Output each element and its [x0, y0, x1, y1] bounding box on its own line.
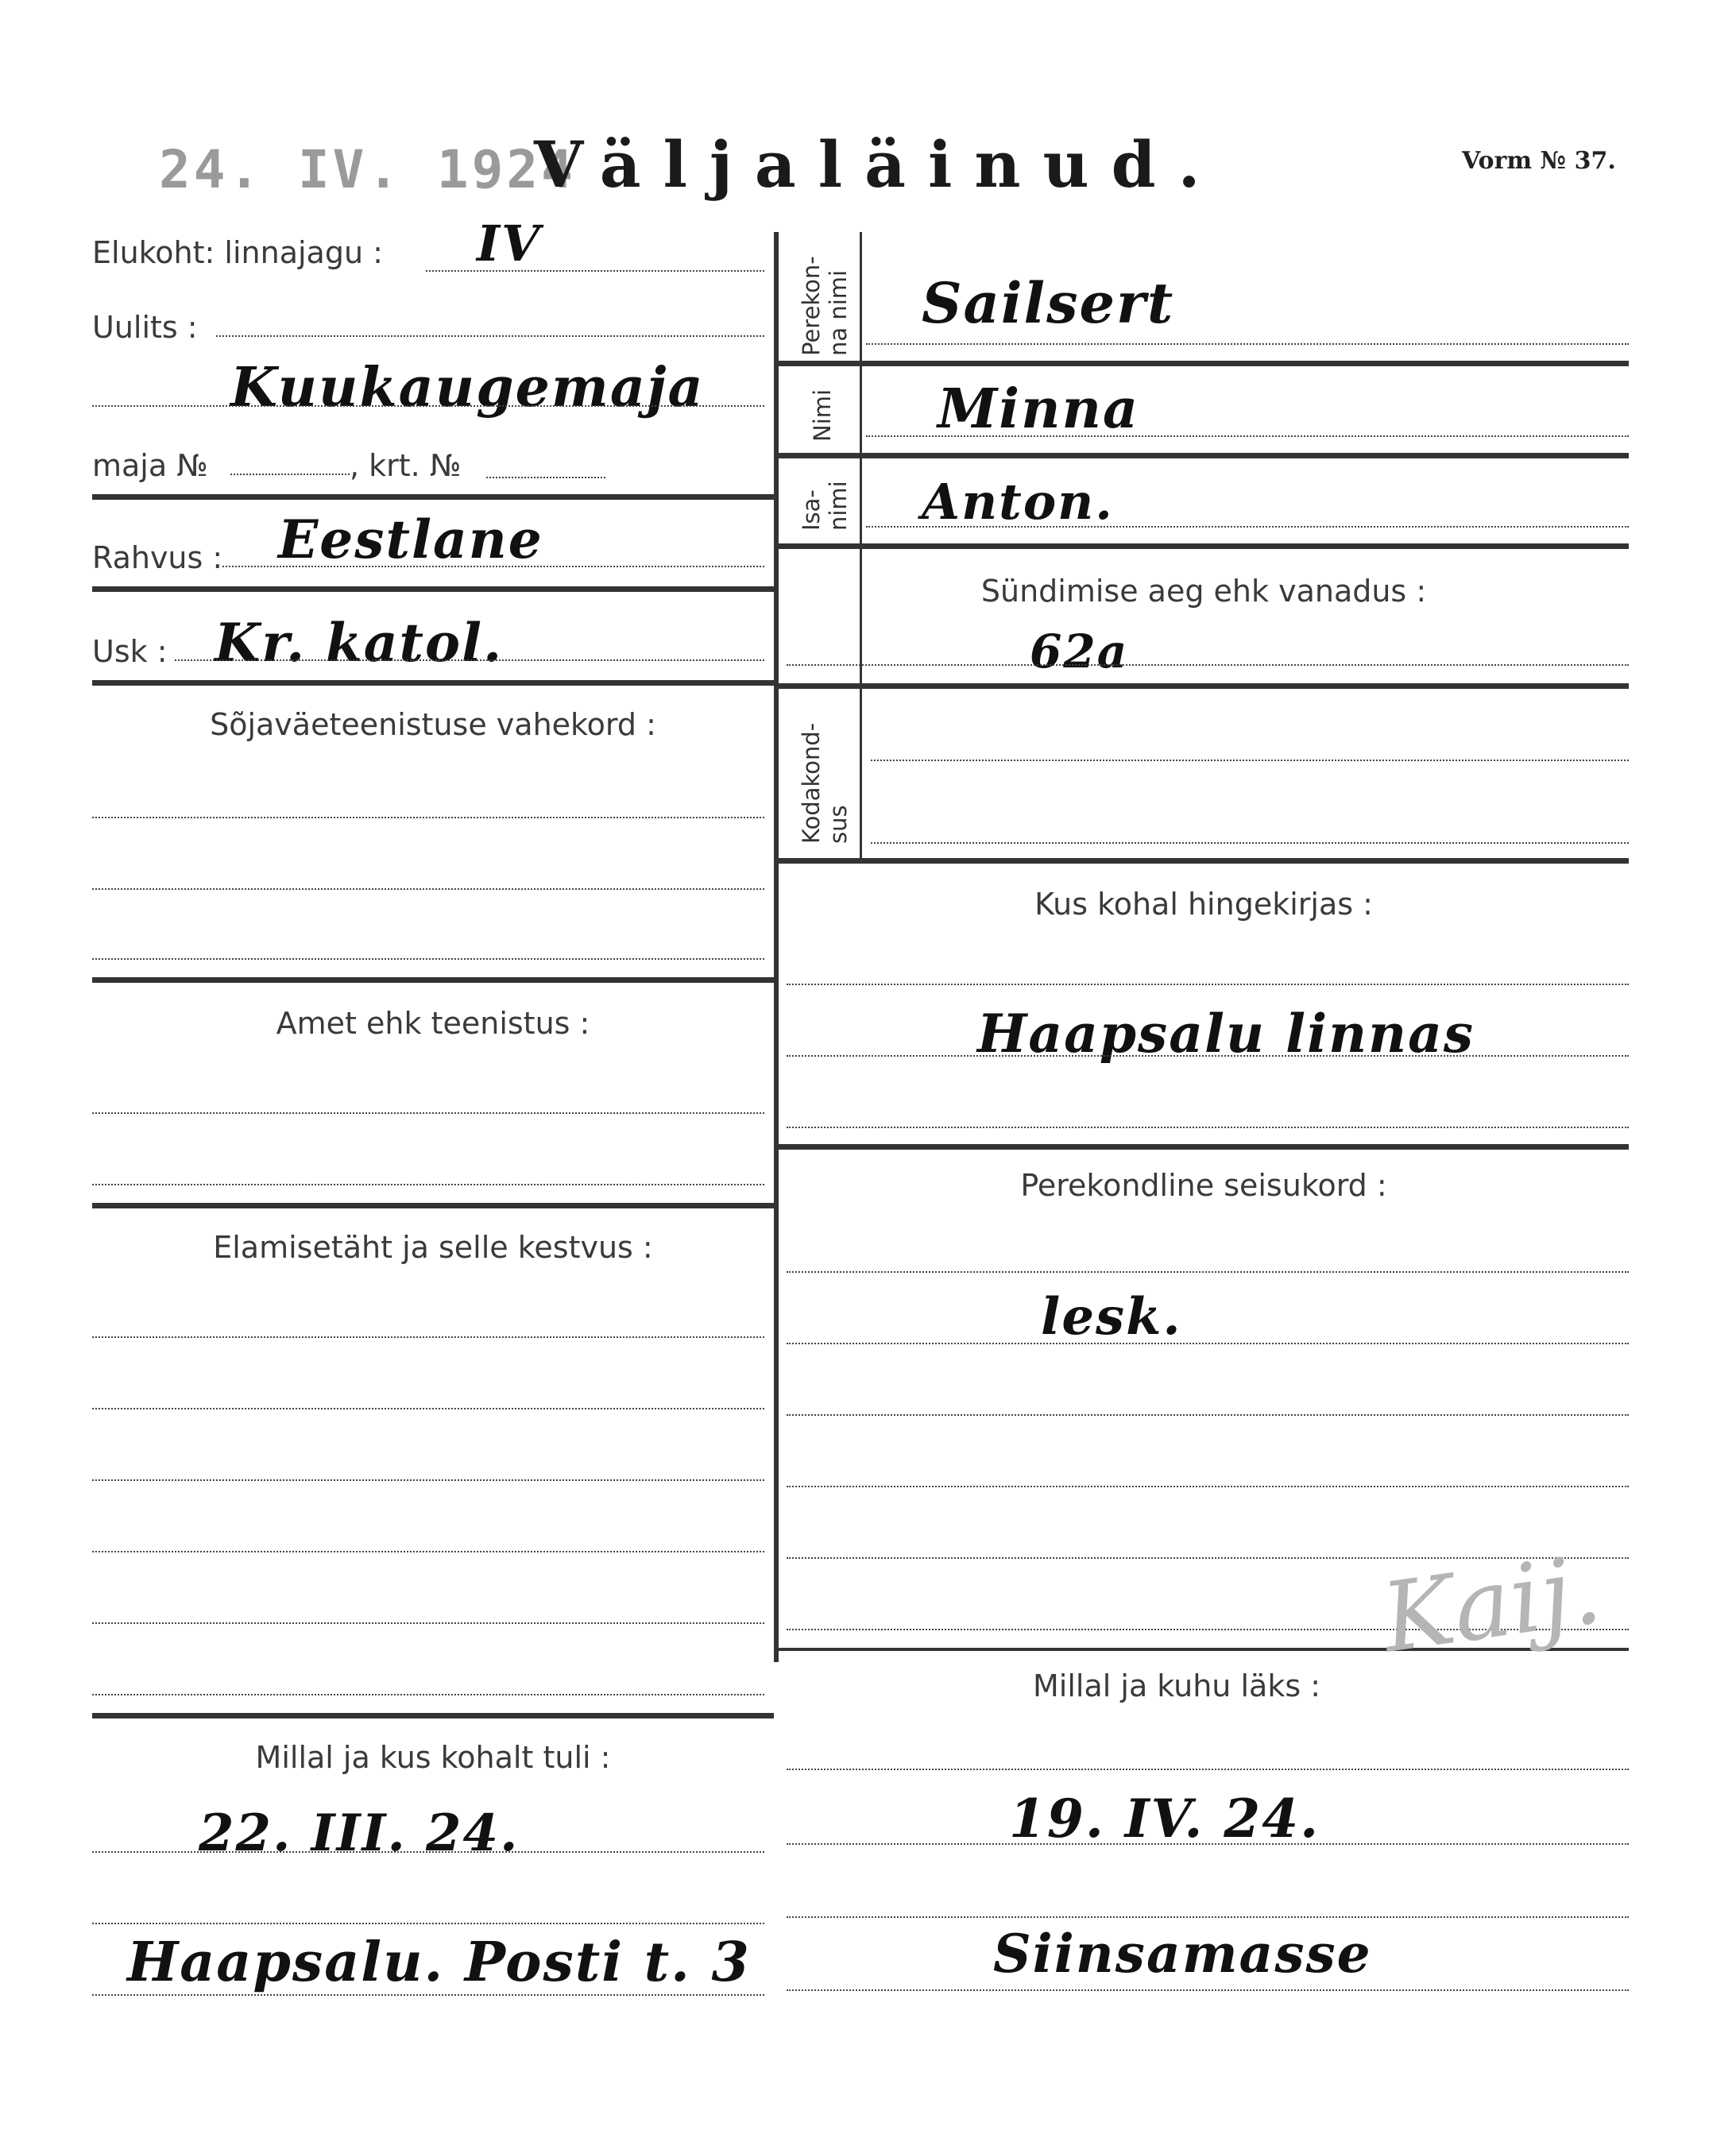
elukoht-value: IV [477, 215, 542, 273]
rahvus-value: Eestlane [278, 508, 543, 570]
seisukord-value: lesk. [1041, 1287, 1182, 1347]
tuli-place: Haapsalu. Posti t. 3 [127, 1931, 751, 1994]
krt-label: , krt. № [350, 448, 462, 483]
uulits-value: Kuukaugemaja [230, 356, 705, 419]
form-number: Vorm № 37. [1462, 147, 1616, 175]
elamisetaht-label: Elamisetäht ja selle kestvus : [213, 1230, 653, 1265]
date-stamp: 24. IV. 1924 [159, 139, 576, 200]
uulits-label: Uulits : [92, 310, 198, 345]
nimi-label: Nimi [809, 389, 836, 442]
lahks-place: Siinsamasse [993, 1923, 1372, 1985]
kodakondsus-label: Kodakond- sus [798, 722, 852, 844]
perekonnanimi-label: Perekon- na nimi [798, 256, 852, 356]
seisukord-label: Perekondline seisukord : [1020, 1168, 1387, 1203]
hingekiri-value: Haapsalu linnas [977, 1003, 1475, 1065]
usk-value: Kr. katol. [215, 612, 504, 674]
hingekiri-label: Kus kohal hingekirjas : [1034, 887, 1373, 922]
perekonnanimi-value: Sailsert [922, 270, 1175, 336]
signature: Kaij. [1375, 1534, 1608, 1675]
isanimi-value: Anton. [922, 473, 1114, 531]
isanimi-label: Isa- nimi [798, 481, 852, 531]
sojavae-label: Sõjaväeteenistuse vahekord : [210, 707, 656, 742]
elukoht-label: Elukoht: linnajagu : [92, 235, 383, 270]
millal-tuli-label: Millal ja kus kohalt tuli : [255, 1740, 611, 1775]
center-divider [774, 232, 779, 1662]
amet-label: Amet ehk teenistus : [276, 1006, 590, 1041]
form-title: Väljaläinud. [534, 127, 1223, 202]
synd-value: 62a [1030, 624, 1129, 679]
usk-label: Usk : [92, 634, 168, 669]
lahks-label: Millal ja kuhu läks : [1033, 1668, 1321, 1703]
tuli-date: 22. III. 24. [199, 1804, 520, 1863]
rahvus-label: Rahvus : [92, 540, 223, 575]
maja-label: maja № [92, 448, 208, 483]
lahks-date: 19. IV. 24. [1009, 1788, 1320, 1850]
synd-label: Sündimise aeg ehk vanadus : [980, 574, 1427, 609]
nimi-value: Minna [938, 377, 1140, 441]
